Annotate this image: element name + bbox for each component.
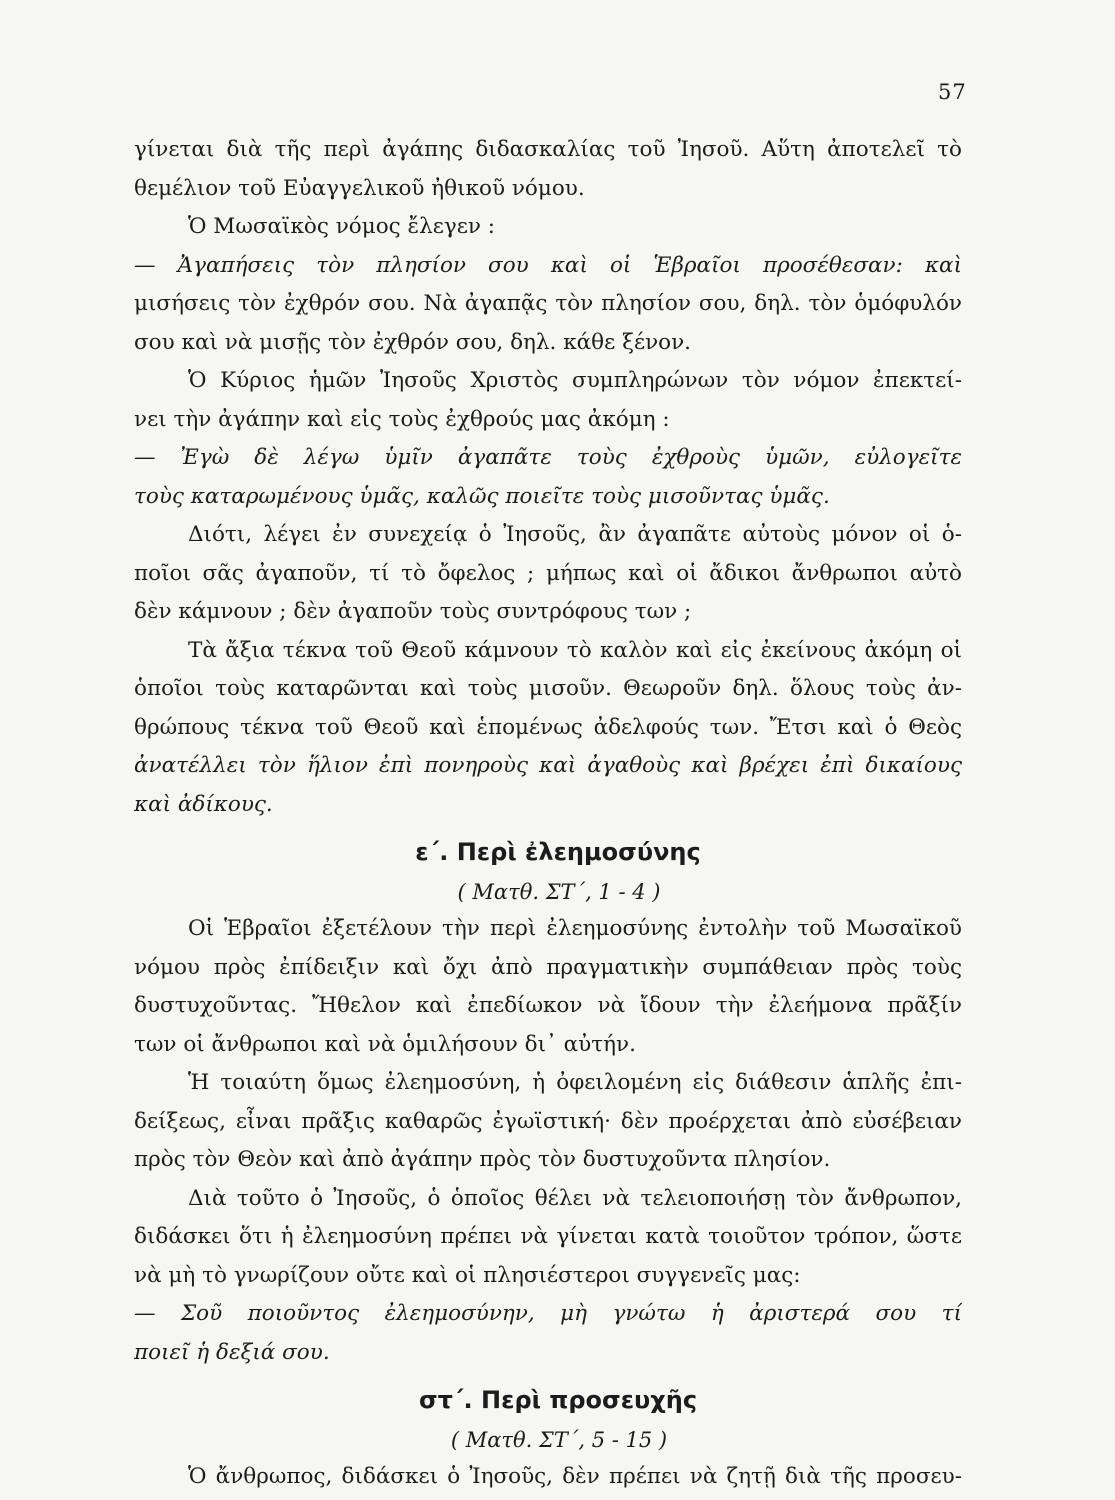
page-number: 57	[938, 80, 967, 104]
text-line: Διότι, λέγει ἐν συνεχείᾳ ὁ Ἰησοῦς, ἂν ἀγαπᾶτε αὐτοὺς μόνον οἱ ὁ-	[188, 522, 962, 547]
text-line: πρὸς τὸν Θεὸν καὶ ἀπὸ ἀγάπην πρὸς τὸν δυστυχοῦντα πλησίον.	[134, 1147, 831, 1172]
text-line: Ἡ τοιαύτη ὅμως ἐλεημοσύνη, ἡ ὀφειλομένη εἰς διάθεσιν ἁπλῆς ἐπι-	[188, 1070, 962, 1095]
text-line: θεμέλιον τοῦ Εὐαγγελικοῦ ἠθικοῦ νόμου.	[134, 175, 585, 201]
text-line: Ὁ Μωσαϊκὸς νόμος ἔλεγεν :	[188, 214, 495, 239]
text-line: Οἱ Ἑβραῖοι ἐξετέλουν τὴν περὶ ἐλεημοσύνης ἐντολὴν τοῦ Μωσαϊκοῦ	[188, 916, 962, 941]
quote-line: — Ἀγαπήσεις τὸν πλησίον σου καὶ οἱ Ἑβραῖοι προσέθεσαν: καὶ	[134, 252, 962, 278]
text-line: γίνεται διὰ τῆς περὶ ἀγάπης διδασκαλίας τοῦ Ἰησοῦ. Αὕτη ἀποτελεῖ τὸ	[134, 137, 962, 162]
text-line: θρώπους τέκνα τοῦ Θεοῦ καὶ ἑπομένως ἀδελφούς των. Ἔτσι καὶ ὁ Θεὸς	[134, 714, 962, 740]
quote-line: — Σοῦ ποιοῦντος ἐλεημοσύνην, μὴ γνώτω ἡ ἀριστερά σου τί	[134, 1301, 962, 1326]
section-heading: ε΄. Περὶ ἐλεημοσύνης	[415, 838, 701, 866]
text-line: Ὁ Κύριος ἡμῶν Ἰησοῦς Χριστὸς συμπληρώνων τὸν νόμον ἐπεκτεί-	[188, 368, 962, 393]
text-line: νόμου πρὸς ἐπίδειξιν καὶ ὄχι ἀπὸ πραγματικὴν συμπάθειαν πρὸς τοὺς	[134, 954, 962, 980]
text-line: νὰ μὴ τὸ γνωρίζουν οὔτε καὶ οἱ πλησιέστεροι συγγενεῖς μας:	[134, 1262, 801, 1288]
text-line: διδάσκει ὅτι ἡ ἐλεημοσύνη πρέπει νὰ γίνεται κατὰ τοιοῦτον τρόπον, ὥστε	[134, 1224, 962, 1249]
text-line: ὁποῖοι τοὺς καταρῶνται καὶ τοὺς μισοῦν. Θεωροῦν δηλ. ὅλους τοὺς ἀν-	[134, 676, 962, 701]
section-reference: ( Ματθ. ΣΤ΄, 5 - 15 )	[450, 1428, 668, 1452]
text-line: Διὰ τοῦτο ὁ Ἰησοῦς, ὁ ὁποῖος θέλει νὰ τελειοποιήσῃ τὸν ἄνθρωπον,	[188, 1185, 962, 1211]
text-line: δὲν κάμνουν ; δὲν ἀγαποῦν τοὺς συντρόφους των ;	[134, 599, 692, 624]
section-reference: ( Ματθ. ΣΤ΄, 1 - 4 )	[457, 880, 661, 904]
text-line: νει τὴν ἀγάπην καὶ εἰς τοὺς ἐχθρούς μας ἀκόμη :	[134, 406, 670, 432]
quote-line: τοὺς καταρωμένους ὑμᾶς, καλῶς ποιεῖτε τοὺς μισοῦντας ὑμᾶς.	[134, 483, 830, 509]
text-line: των οἱ ἄνθρωποι καὶ νὰ ὁμιλήσουν δι᾽ αὐτήν.	[134, 1031, 636, 1057]
text-line: ποῖοι σᾶς ἀγαποῦν, τί τὸ ὄφελος ; μήπως καὶ οἱ ἄδικοι ἄνθρωποι αὐτὸ	[134, 560, 962, 586]
section-heading: στ΄. Περὶ προσευχῆς	[418, 1386, 698, 1414]
quote-line: ἀνατέλλει τὸν ἥλιον ἐπὶ πονηροὺς καὶ ἀγαθοὺς καὶ βρέχει ἐπὶ δικαίους	[134, 753, 962, 778]
text-line: δείξεως, εἶναι πρᾶξις καθαρῶς ἐγωϊστική· δὲν προέρχεται ἀπὸ εὐσέβειαν	[134, 1108, 962, 1134]
text-line: δυστυχοῦντας. Ἤθελον καὶ ἐπεδίωκον νὰ ἴδουν τὴν ἐλεήμονα πρᾶξίν	[134, 993, 962, 1018]
quote-line: ποιεῖ ἡ δεξιά σου.	[134, 1339, 330, 1365]
quote-line: καὶ ἀδίκους.	[134, 791, 273, 817]
section-1-body	[134, 131, 962, 1497]
text-line: μισήσεις τὸν ἐχθρόν σου. Νὰ ἀγαπᾷς τὸν πλησίον σου, δηλ. τὸν ὁμόφυλόν	[134, 291, 962, 316]
quote-line: — Ἐγὼ δὲ λέγω ὑμῖν ἀγαπᾶτε τοὺς ἐχθροὺς ὑμῶν, εὐλογεῖτε	[134, 445, 962, 470]
text-line: σου καὶ νὰ μισῇς τὸν ἐχθρόν σου, δηλ. κάθε ξένον.	[134, 329, 691, 355]
text-line: Τὰ ἄξια τέκνα τοῦ Θεοῦ κάμνουν τὸ καλὸν καὶ εἰς ἐκείνους ἀκόμη οἱ	[188, 637, 962, 663]
text-line: Ὁ ἄνθρωπος, διδάσκει ὁ Ἰησοῦς, δὲν πρέπει νὰ ζητῇ διὰ τῆς προσευ-	[188, 1464, 962, 1489]
